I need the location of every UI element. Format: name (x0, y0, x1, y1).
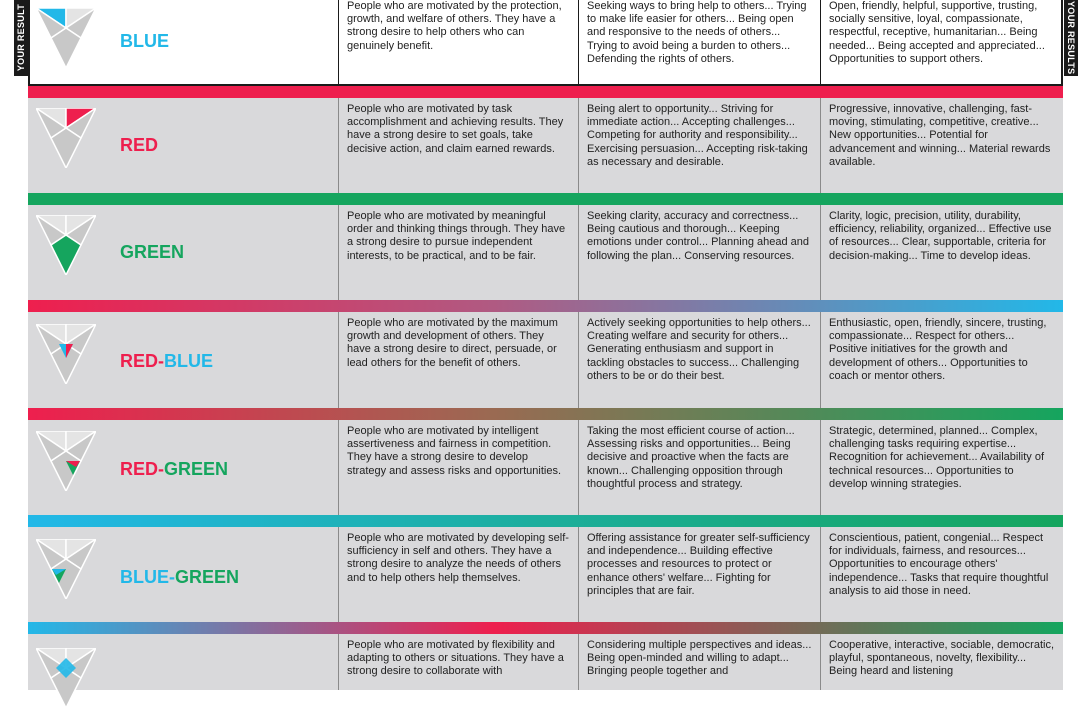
behavior-cell (578, 527, 820, 622)
motivation-cell-text: People who are motivated by the maximum growth and development of others. They have a strong desire to direct, persuade, or lead others for the benefit of others. (347, 317, 558, 369)
motivation-cell-text: People who are motivated by task accomplishment and achieving results. They have a strong desire to set goals, take decisive action, and claim earned rewards. (347, 103, 564, 155)
environment-cell-text: Cooperative, interactive, sociable, democratic, playful, spontaneous, novelty, flexibility... Being heard and listening (829, 639, 1054, 678)
result-label-part: BLUE- (120, 567, 175, 587)
motivation-cell (338, 312, 578, 408)
result-label-part: GREEN (175, 567, 240, 587)
color-band (28, 515, 1063, 527)
environment-cell-text: Clarity, logic, precision, utility, durability, efficiency, reliability, organized... Effective use of resources... Clear, supportable, criteria for decision-making... Time to develop ideas. (829, 210, 1052, 262)
hub-triangle-icon (36, 648, 96, 713)
result-label-part: GREEN (164, 459, 229, 479)
color-band (28, 408, 1063, 420)
result-row (28, 0, 1063, 86)
your-result-side-tab: YOUR RESULT (14, 0, 28, 76)
result-label-part: BLUE (164, 351, 214, 371)
motivation-cell (338, 205, 578, 300)
environment-cell (820, 0, 1063, 86)
result-row (28, 622, 1063, 690)
environment-cell-text: Strategic, determined, planned... Complex, challenging tasks requiring expertise... Recognition for achievement... Availability of technical resources... Opportunities to develop winning strategies. (829, 425, 1045, 490)
motivation-cell-text: People who are motivated by meaningful order and thinking things through. They have a strong desire to pursue independent interests, to be practical, and to be fair. (347, 210, 566, 262)
motivation-cell (338, 98, 578, 193)
red-blue-triangle-icon (36, 324, 96, 389)
environment-cell-text: Progressive, innovative, challenging, fast-moving, stimulating, competitive, creative... New opportunities... Potential for advancement and winning... Material rewards available. (829, 103, 1051, 168)
environment-cell (820, 205, 1063, 300)
behavior-cell-text: Being alert to opportunity... Striving for immediate action... Accepting challenges... Competing for authority and responsibility... Exercising persuasion... Accepting risk-taking as necessary and desirable. (587, 103, 808, 168)
color-band (28, 86, 1063, 98)
color-band (28, 622, 1063, 634)
result-label (120, 567, 239, 588)
environment-cell-text: Open, friendly, helpful, supportive, trusting, socially sensitive, loyal, compassionate, respectful, receptive, humanitarian... Being needed... Being accepted and appreciated... Opportunities to support others. (829, 0, 1045, 65)
behavior-cell (578, 0, 820, 86)
result-label (120, 459, 228, 480)
result-label (120, 242, 184, 263)
green-triangle-icon (36, 215, 96, 280)
motivation-cell (338, 634, 578, 690)
environment-cell (820, 420, 1063, 515)
result-label-part: RED- (120, 459, 164, 479)
result-row (28, 408, 1063, 515)
result-row (28, 300, 1063, 408)
behavior-cell-text: Considering multiple perspectives and ideas... Being open-minded and willing to adapt... Bringing people together and (587, 639, 812, 678)
behavior-cell (578, 420, 820, 515)
color-band (28, 300, 1063, 312)
result-label-part: RED (120, 135, 159, 155)
color-band (28, 193, 1063, 205)
behavior-cell-text: Actively seeking opportunities to help others... Creating welfare and security for others... Generating enthusiasm and support in tackling obstacles to success... Challenging others to be or do their best. (587, 317, 811, 382)
behavior-cell-text: Offering assistance for greater self-sufficiency and independence... Building effective processes and resources to protect or enhance others' welfare... Fighting for principles that are fair. (587, 532, 810, 597)
your-results-side-tab: YOUR RESULTS (1066, 1, 1076, 75)
motivation-cell (338, 527, 578, 622)
result-row (28, 193, 1063, 300)
result-label-part: BLUE (120, 31, 169, 51)
behavior-cell (578, 205, 820, 300)
motivation-cell-text: People who are motivated by developing self-sufficiency in self and others. They have a strong desire to analyze the needs of others and to help others help themselves. (347, 532, 569, 584)
behavior-cell-text: Seeking ways to bring help to others... Trying to make life easier for others... Being open and responsive to the needs of others... Trying to avoid being a burden to others... Defending the rights of others. (587, 0, 807, 65)
result-label-part: - (158, 351, 165, 371)
behavior-cell (578, 634, 820, 690)
red-green-triangle-icon (36, 431, 96, 496)
behavior-cell (578, 98, 820, 193)
result-label (120, 135, 158, 156)
result-label-part: GREEN (120, 242, 185, 262)
motivation-cell (338, 420, 578, 515)
environment-cell (820, 527, 1063, 622)
environment-cell (820, 98, 1063, 193)
result-label (120, 31, 169, 52)
motivation-cell (338, 0, 578, 86)
result-label-part: RED (120, 351, 159, 371)
red-triangle-icon (36, 108, 96, 173)
result-row (28, 86, 1063, 193)
environment-cell (820, 634, 1063, 690)
result-label (120, 351, 213, 372)
motivation-cell-text: People who are motivated by flexibility and adapting to others or situations. They have a strong desire to collaborate with (347, 639, 564, 678)
blue-triangle-icon (36, 8, 96, 73)
motivation-cell-text: People who are motivated by the protection, growth, and welfare of others. They have a strong desire to help others who can genuinely benefit. (347, 0, 562, 52)
blue-green-triangle-icon (36, 539, 96, 604)
environment-cell (820, 312, 1063, 408)
behavior-cell-text: Seeking clarity, accuracy and correctness... Being cautious and thorough... Keeping emotions under control... Planning ahead and following the plan... Conserving resources. (587, 210, 809, 262)
environment-cell-text: Enthusiastic, open, friendly, sincere, trusting, compassionate... Respect for others... Positive initiatives for the growth and development of others... Opportunities to coach or mentor others. (829, 317, 1047, 382)
behavior-cell (578, 312, 820, 408)
motivation-cell-text: People who are motivated by intelligent assertiveness and fairness in competition. They have a strong desire to develop strategy and assess risks and opportunities. (347, 425, 562, 477)
behavior-cell-text: Taking the most efficient course of action... Assessing risks and opportunities... Being decisive and proactive when the facts are known... Challenging opposition through thoughtful process and strategy. (587, 425, 795, 490)
result-row (28, 515, 1063, 622)
environment-cell-text: Conscientious, patient, congenial... Respect for individuals, fairness, and resources... Opportunities to encourage others' independence... Tasks that require thoughtful analysis to aid those in need. (829, 532, 1049, 597)
